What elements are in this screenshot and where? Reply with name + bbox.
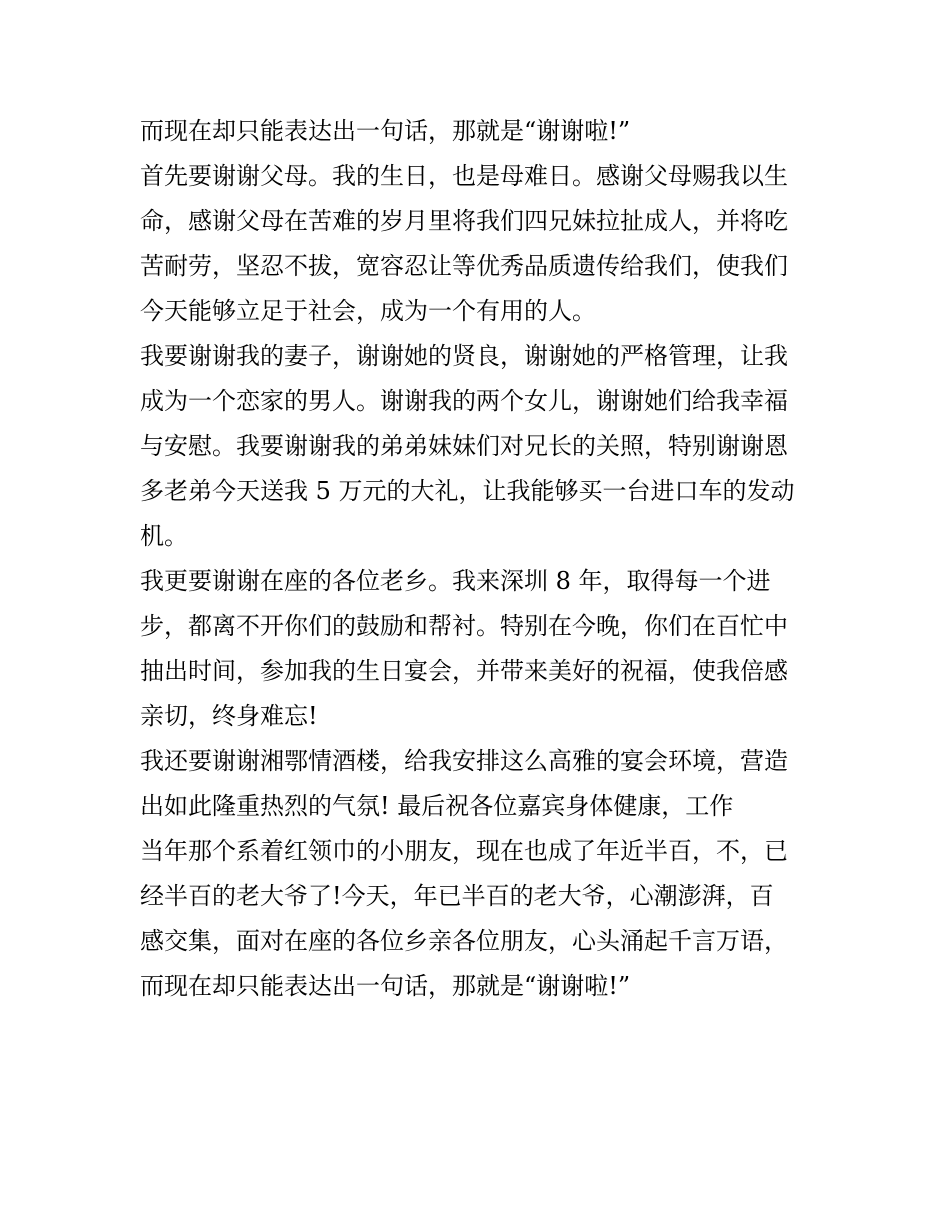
text-line: 而现在却只能表达出一句话，那就是“谢谢啦!” [140, 972, 631, 1000]
text-line: 感交集，面对在座的各位乡亲各位朋友，心头涌起千言万语， [140, 927, 788, 955]
text-line: 步，都离不开你们的鼓励和帮衬。特别在今晚，你们在百忙中 [140, 612, 788, 640]
text-line: 我更要谢谢在座的各位老乡。我来深圳 8 年，取得每一个进 [140, 567, 771, 595]
text-line: 我还要谢谢湘鄂情酒楼，给我安排这么高雅的宴会环境，营造 [140, 747, 788, 775]
document-text [140, 109, 830, 1009]
text-line: 抽出时间，参加我的生日宴会，并带来美好的祝福，使我倍感 [140, 657, 788, 685]
text-line: 今天能够立足于社会，成为一个有用的人。 [140, 297, 596, 325]
text-line: 当年那个系着红领巾的小朋友，现在也成了年近半百，不，已 [140, 837, 788, 865]
text-line: 成为一个恋家的男人。谢谢我的两个女儿，谢谢她们给我幸福 [140, 387, 788, 415]
text-line: 与安慰。我要谢谢我的弟弟妹妹们对兄长的关照，特别谢谢恩 [140, 432, 788, 460]
text-line: 经半百的老大爷了!今天，年已半百的老大爷，心潮澎湃，百 [140, 882, 774, 910]
text-line: 首先要谢谢父母。我的生日，也是母难日。感谢父母赐我以生 [140, 162, 788, 190]
text-line: 出如此隆重热烈的气氛! 最后祝各位嘉宾身体健康，工作 [140, 792, 734, 820]
text-line: 而现在却只能表达出一句话，那就是“谢谢啦!” [140, 117, 631, 145]
text-line: 多老弟今天送我 5 万元的大礼，让我能够买一台进口车的发动 [140, 477, 795, 505]
text-line: 苦耐劳，坚忍不拔，宽容忍让等优秀品质遗传给我们，使我们 [140, 252, 788, 280]
text-line: 机。 [140, 522, 188, 550]
text-line: 我要谢谢我的妻子，谢谢她的贤良，谢谢她的严格管理，让我 [140, 342, 788, 370]
text-line: 亲切，终身难忘! [140, 702, 318, 730]
text-line: 命，感谢父母在苦难的岁月里将我们四兄妹拉扯成人，并将吃 [140, 207, 788, 235]
